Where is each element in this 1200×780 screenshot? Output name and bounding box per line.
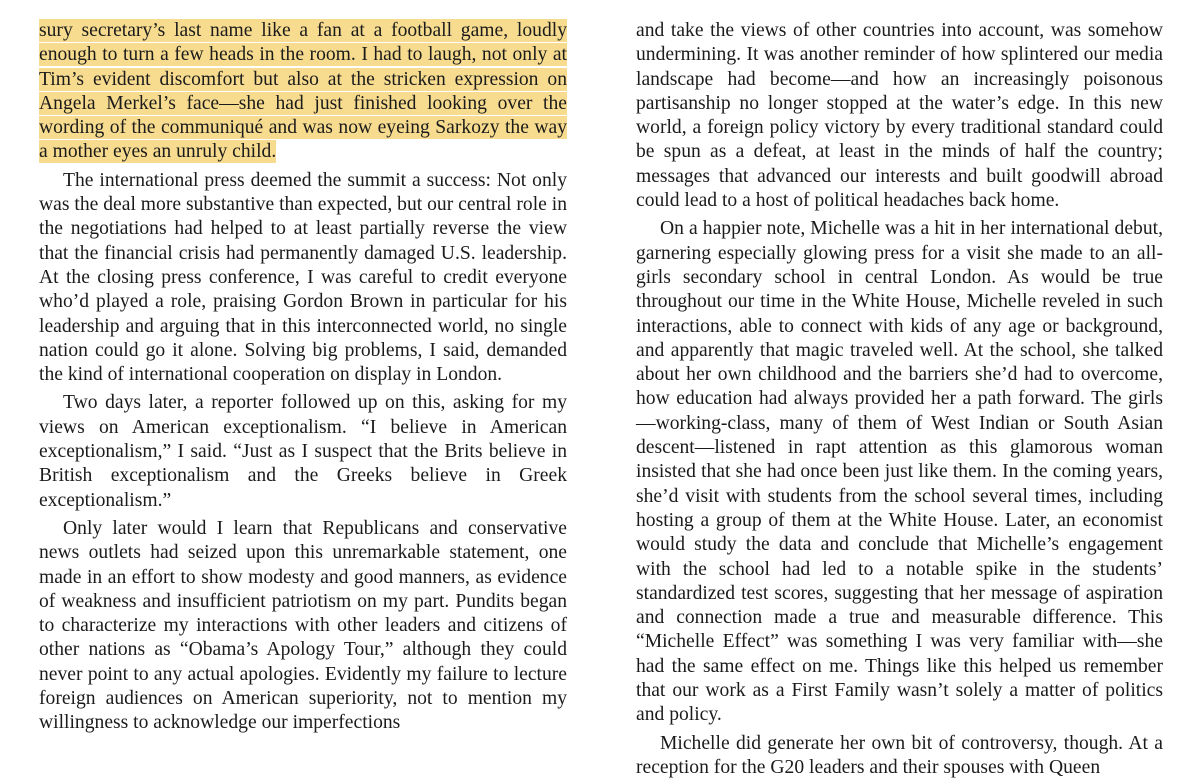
text-highlight[interactable]: sury secretary’s last name like a fan at a football game, loudly enough to turn a few heads in the room. I had to laugh, not only at Tim’s evident discomfort but also at the stricken expression on Angela Merkel’s face—she had just finished looking over the wording of the communiqué and was now eyeing Sarkozy the way a mother eyes an unruly child. <box>39 20 567 163</box>
paragraph-michelle-controversy: Michelle did generate her own bit of controversy, though. At a reception for the G20 leaders and their spouses with Queen <box>636 732 1163 778</box>
highlighted-paragraph <box>39 19 567 165</box>
paragraph-summit-success: The international press deemed the summit a success: Not only was the deal more substantive than expected, but our central role in the negotiations had helped to at least partially reverse the view that the financial crisis had permanently damaged U.S. leadership. At the closing press conference, I was careful to credit everyone who’d played a role, praising Gordon Brown in particular for his leadership and arguing that in this interconnected world, no single nation could go it alone. Solving big problems, I said, demanded the kind of international cooperation on display in London. <box>39 169 567 386</box>
paragraph-continuation: and take the views of other countries into account, was somehow undermining. It was another reminder of how splintered our media landscape had become—and how an increasingly poisonous partisanship no longer stopped at the water’s edge. In this new world, a foreign policy victory by every traditional standard could be spun as a defeat, at least in the minds of half the country; messages that advanced our interests and built goodwill abroad could lead to a host of political headaches back home. <box>636 20 1163 212</box>
right-column <box>636 19 1163 780</box>
left-column <box>39 19 567 736</box>
paragraph-apology-tour: Only later would I learn that Republicans and conservative news outlets had seized upon this unremarkable statement, one made in an effort to show modesty and good manners, as evidence of weakness and insufficient patriotism on my part. Pundits began to characterize my interactions with other leaders and citizens of other nations as “Obama’s Apology Tour,” although they could never point to any actual apologies. Evidently my failure to lecture foreign audiences on American superiority, not to mention my willingness to acknowledge our imperfections <box>39 517 567 734</box>
paragraph-michelle-school: On a happier note, Michelle was a hit in her international debut, garnering especially glowing press for a visit she made to an all-girls secondary school in central London. As would be true throughout our time in the White House, Michelle reveled in such interactions, able to connect with kids of any age or background, and apparently that magic traveled well. At the school, she talked about her own childhood and the barriers she’d had to overcome, how education had always provided her a path forward. The girls—working-class, many of them of West Indian or South Asian descent—listened in rapt attention as this glamorous woman insisted that she had once been just like them. In the coming years, she’d visit with students from the school several times, including hosting a group of them at the White House. Later, an economist would study the data and conclude that Michelle’s engagement with the school had led to a notable spike in the students’ standardized test scores, suggesting that her message of aspiration and connection made a true and measurable difference. This “Michelle Effect” was something I was very familiar with—she had the same effect on me. Things like this helped us remember that our work as a First Family wasn’t solely a matter of politics and policy. <box>636 218 1163 726</box>
paragraph-exceptionalism: Two days later, a reporter followed up on this, asking for my views on American exceptionalism. “I believe in American exceptionalism,” I said. “Just as I suspect that the Brits believe in British exceptionalism and the Greeks believe in Greek exceptionalism.” <box>39 392 567 511</box>
